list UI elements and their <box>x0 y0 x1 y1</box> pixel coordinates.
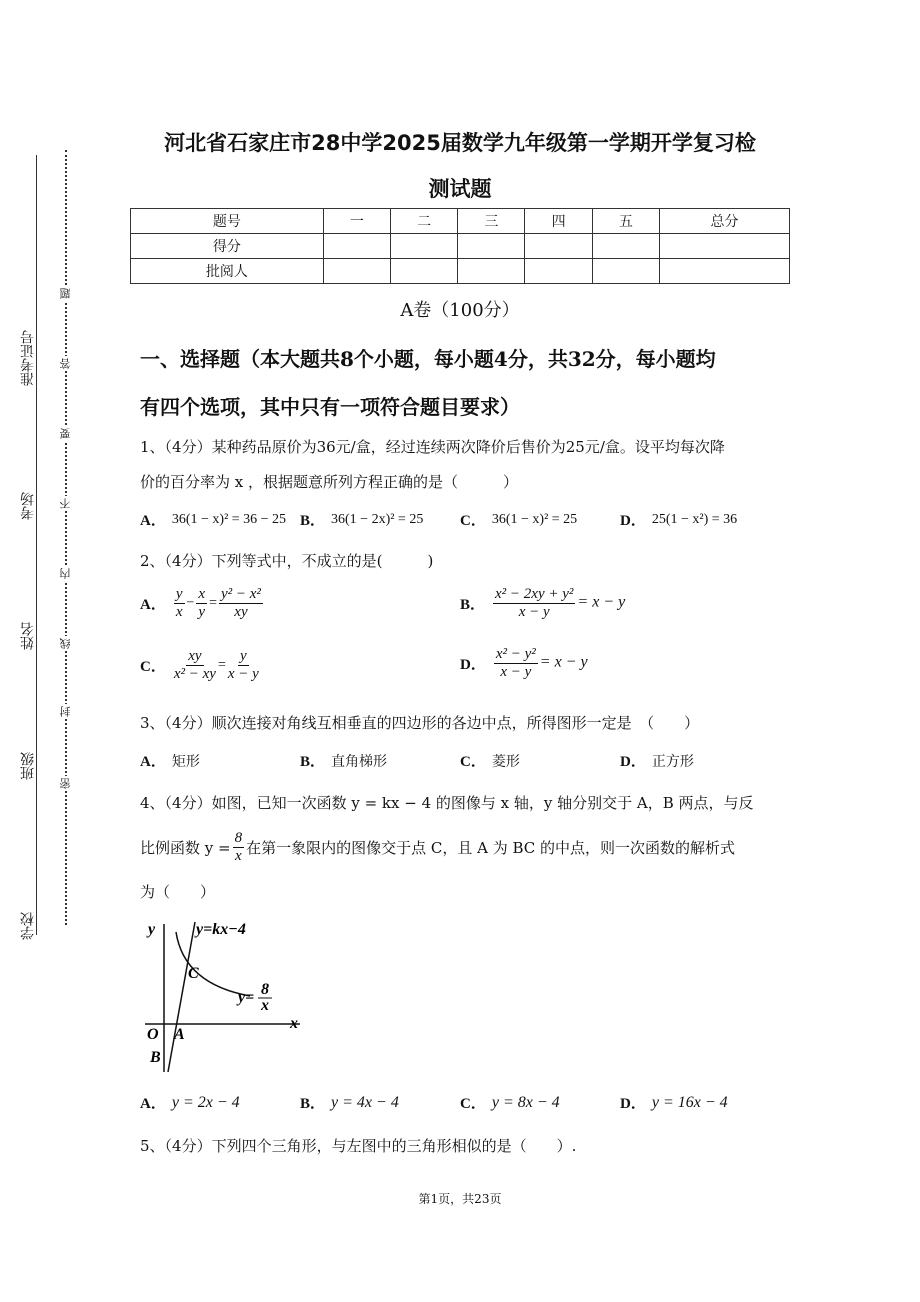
score-cell[interactable] <box>458 234 525 259</box>
table-header: 题号 <box>131 209 324 234</box>
label-exam-id: 准考证号 <box>20 330 36 386</box>
score-cell[interactable] <box>525 259 592 284</box>
score-cell[interactable] <box>323 259 390 284</box>
label-class: 班级 <box>20 752 36 780</box>
seal-char: 不 <box>59 498 72 509</box>
seal-char: 封 <box>59 706 72 717</box>
curve-label: y= <box>238 989 255 1006</box>
q1-option-c: C． 36(1 − x)² = 25 <box>460 511 578 529</box>
score-cell[interactable] <box>592 259 659 284</box>
q1-option-d: D． 25(1 − x²) = 36 <box>620 511 738 529</box>
table-header: 总分 <box>659 209 789 234</box>
q4-figure <box>140 912 310 1077</box>
page-footer: 第1页，共23页 <box>418 1192 502 1206</box>
row-label: 得分 <box>131 234 324 259</box>
label-exam-room: 考场 <box>20 492 36 520</box>
q1-text-2: 价的百分率为 x ，根据题意所列方程正确的是（ ） <box>140 473 518 491</box>
axis-label-y: y <box>148 921 156 938</box>
score-cell[interactable] <box>323 234 390 259</box>
score-cell[interactable] <box>592 234 659 259</box>
doc-title-line1: 河北省石家庄市28中学2025届数学九年级第一学期开学复习检 <box>164 131 756 155</box>
seal-char: 题 <box>59 288 72 299</box>
q4-text-3: 为（ ） <box>140 883 216 901</box>
table-header: 二 <box>391 209 458 234</box>
q1-text: 1、（4分）某种药品原价为36元/盒，经过连续两次降价后售价为25元/盒。设平均每次降 <box>140 438 725 456</box>
q3-option-d: D． 正方形 <box>620 753 694 770</box>
q3-text: 3、（4分）顺次连接对角线互相垂直的四边形的各边中点，所得图形一定是 （ ） <box>140 714 700 732</box>
point-a: A <box>174 1026 185 1043</box>
point-o: O <box>147 1026 159 1043</box>
q5-text: 5、（4分）下列四个三角形，与左图中的三角形相似的是（ ）. <box>140 1137 577 1155</box>
q2-text: 2、（4分）下列等式中，不成立的是( ) <box>140 552 434 570</box>
seal-char: 密 <box>59 778 72 789</box>
seal-char: 答 <box>59 358 72 369</box>
table-header: 四 <box>525 209 592 234</box>
line-label: y=kx−4 <box>196 921 246 938</box>
seal-char: 线 <box>59 638 72 649</box>
volume-heading: A卷（100分） <box>400 300 520 321</box>
q4-text: 4、（4分）如图，已知一次函数 y = kx − 4 的图像与 x 轴，y 轴分别交于 A，B 两点，与反 <box>140 794 754 812</box>
section-heading-line2: 有四个选项，其中只有一项符合题目要求） <box>140 395 520 419</box>
point-c: C <box>188 965 199 982</box>
score-table <box>130 208 790 284</box>
q1-option-b: B． 36(1 − 2x)² = 25 <box>300 511 424 529</box>
q4-text-2: 比例函数 y = $\frac{8}{x}$ 在第一象限内的图像交于点 C，且 A 为 BC 的中点，则一次函数的解析式 <box>140 830 736 864</box>
label-name: 姓名 <box>20 622 36 650</box>
score-cell[interactable] <box>659 234 789 259</box>
row-label: 批阅人 <box>131 259 324 284</box>
table-header: 五 <box>592 209 659 234</box>
curve-label-num: 8 <box>261 981 269 998</box>
q4-option-b: B． y = 4x − 4 <box>300 1093 399 1112</box>
q2-option-d: D． $\frac{\text{x² − y²}}{x - y}$ = x − y <box>460 646 588 680</box>
q3-option-b: B． 直角梯形 <box>300 753 388 770</box>
seal-dotted-line <box>65 150 67 925</box>
table-header: 三 <box>458 209 525 234</box>
q4-option-c: C． y = 8x − 4 <box>460 1093 560 1112</box>
doc-title-line2: 测试题 <box>428 177 492 201</box>
score-cell[interactable] <box>391 234 458 259</box>
q1-option-a: A． 36(1 − x)² = 36 − 25 <box>140 511 287 529</box>
score-cell[interactable] <box>659 259 789 284</box>
score-cell[interactable] <box>391 259 458 284</box>
score-cell[interactable] <box>525 234 592 259</box>
q2-option-c: C． $\frac{xy}{\text{x² − xy}}$ = $\frac{y}{x - y}$ <box>140 648 259 682</box>
seal-char: 内 <box>59 568 72 579</box>
label-school: 学校 <box>20 912 36 940</box>
q4-option-d: D． y = 16x − 4 <box>620 1093 728 1112</box>
line-kx-4 <box>168 922 195 1072</box>
q3-option-c: C． 菱形 <box>460 753 520 770</box>
binding-underline <box>36 155 37 935</box>
seal-char: 要 <box>59 428 72 439</box>
table-header: 一 <box>323 209 390 234</box>
q2-option-b: B． $\frac{\text{x² − 2xy + y²}}{x - y}$ = x − y <box>460 586 626 620</box>
q3-option-a: A． 矩形 <box>140 753 200 770</box>
point-b: B <box>150 1049 161 1066</box>
score-cell[interactable] <box>458 259 525 284</box>
q2-option-a: A． $\frac{y}{x}$ − $\frac{x}{y}$ = $\frac{\text{y² − x²}}{xy}$ <box>140 586 261 620</box>
curve-label-den: x <box>261 997 269 1014</box>
q4-option-a: A． y = 2x − 4 <box>140 1093 240 1112</box>
axis-label-x: x <box>290 1015 298 1032</box>
section-heading-line1: 一、选择题（本大题共8个小题，每小题4分，共32分，每小题均 <box>140 347 716 371</box>
